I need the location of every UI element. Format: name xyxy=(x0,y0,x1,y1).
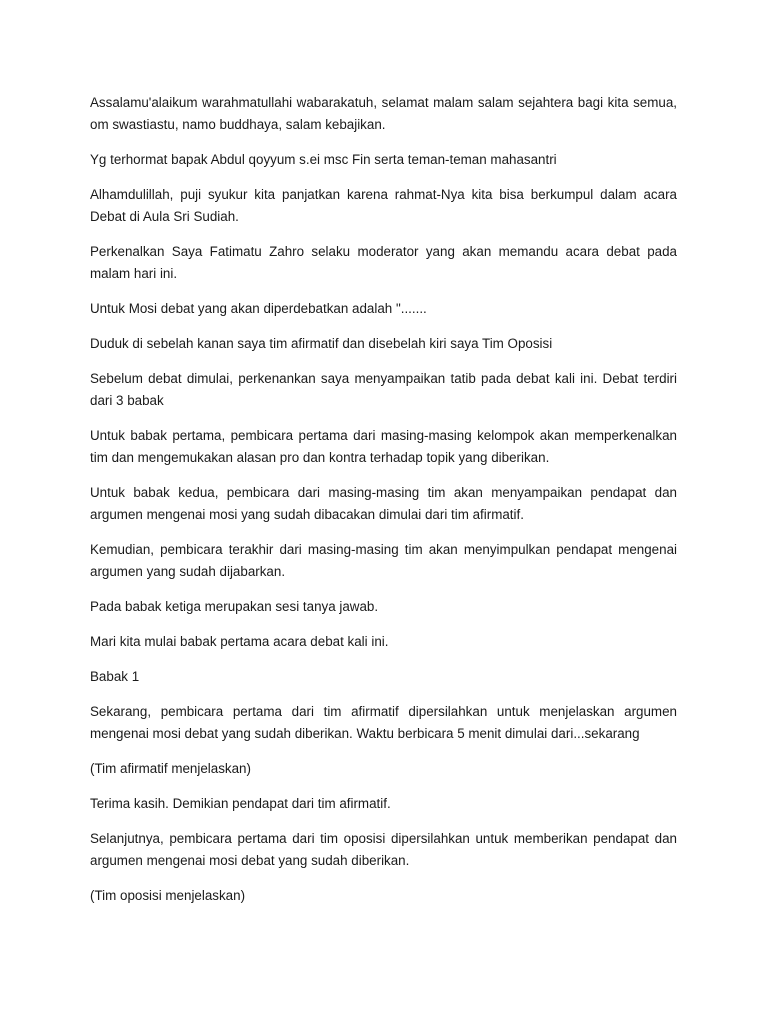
paragraph-round-three-rules: Pada babak ketiga merupakan sesi tanya jawab. xyxy=(90,599,379,614)
paragraph-motion: Untuk Mosi debat yang akan diperdebatkan adalah "....... xyxy=(90,301,427,316)
paragraph-round-heading: Babak 1 xyxy=(90,669,140,684)
paragraph-begin: Mari kita mulai babak pertama acara debat kali ini. xyxy=(90,634,389,649)
paragraph-greeting: Assalamu'alaikum warahmatullahi wabarakatuh, selamat malam salam sejahtera bagi kita semua, om swastiastu, namo buddhaya, salam kebajikan. xyxy=(90,95,677,132)
paragraph-conclusion-rules: Kemudian, pembicara terakhir dari masing-masing tim akan menyimpulkan pendapat mengenai argumen yang sudah dijabarkan. xyxy=(90,542,677,579)
paragraph-gratitude: Alhamdulillah, puji syukur kita panjatkan karena rahmat-Nya kita bisa berkumpul dalam acara Debat di Aula Sri Sudiah. xyxy=(90,187,677,224)
paragraph-seating: Duduk di sebelah kanan saya tim afirmatif dan disebelah kiri saya Tim Oposisi xyxy=(90,336,553,351)
paragraph-introduction: Perkenalkan Saya Fatimatu Zahro selaku moderator yang akan memandu acara debat pada malam hari ini. xyxy=(90,244,677,281)
paragraph-affirmative-call: Sekarang, pembicara pertama dari tim afirmatif dipersilahkan untuk menjelaskan argumen mengenai mosi debat yang sudah diberikan. Waktu berbicara 5 menit dimulai dari...sekarang xyxy=(90,704,677,741)
document-page xyxy=(90,92,677,920)
paragraph-opposition-stage: (Tim oposisi menjelaskan) xyxy=(90,888,246,903)
paragraph-round-one-rules: Untuk babak pertama, pembicara pertama dari masing-masing kelompok akan memperkenalkan tim dan mengemukakan alasan pro dan kontra terhadap topik yang diberikan. xyxy=(90,428,677,465)
paragraph-thanks: Terima kasih. Demikian pendapat dari tim afirmatif. xyxy=(90,796,391,811)
paragraph-honorifics: Yg terhormat bapak Abdul qoyyum s.ei msc Fin serta teman-teman mahasantri xyxy=(90,152,557,167)
paragraph-affirmative-stage: (Tim afirmatif menjelaskan) xyxy=(90,761,251,776)
paragraph-opposition-call: Selanjutnya, pembicara pertama dari tim oposisi dipersilahkan untuk memberikan pendapat dan argumen mengenai mosi debat yang sudah diberikan. xyxy=(90,831,677,868)
paragraph-round-two-rules: Untuk babak kedua, pembicara dari masing-masing tim akan menyampaikan pendapat dan argumen mengenai mosi yang sudah dibacakan dimulai dari tim afirmatif. xyxy=(90,485,677,522)
paragraph-rules-intro: Sebelum debat dimulai, perkenankan saya menyampaikan tatib pada debat kali ini. Debat terdiri dari 3 babak xyxy=(90,371,677,408)
